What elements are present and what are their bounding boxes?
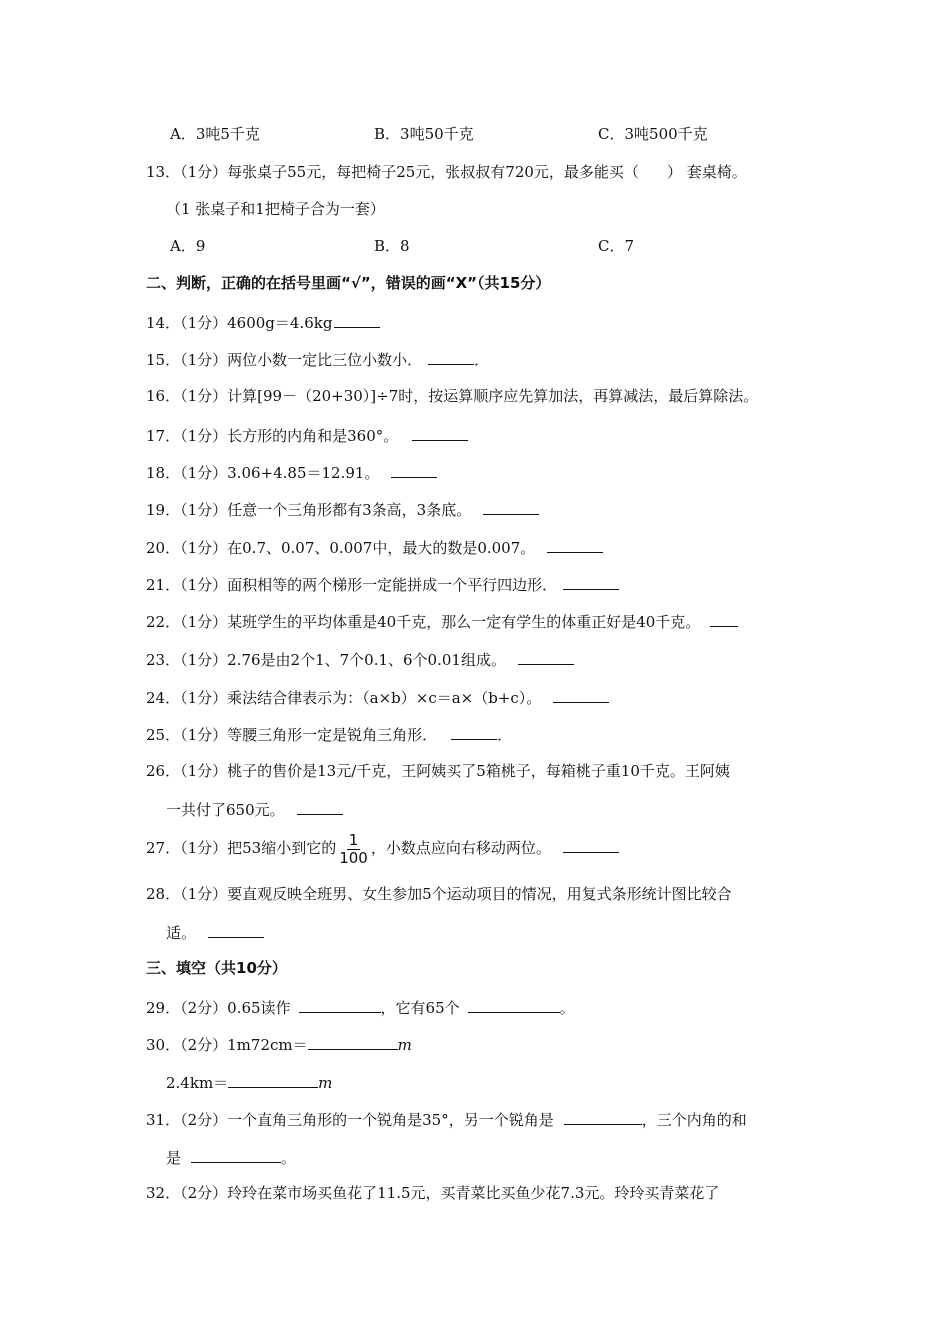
q23-answer-blank[interactable] — [518, 648, 574, 665]
q21 — [146, 573, 619, 595]
q14-text: 14．（1分）4600g＝4.6kg — [146, 314, 333, 332]
q13-note: （1 张桌子和1把椅子合为一套） — [166, 200, 385, 218]
q28-line-1: 28．（1分）要直观反映全班男、女生参加5个运动项目的情况，用复式条形统计图比较合 — [146, 885, 732, 903]
q29-text-b: ，它有65个 — [380, 999, 460, 1017]
q23-text: 23．（1分）2.76是由2个1、7个0.1、6个0.01组成。 — [146, 651, 506, 669]
q16-text: 16．（1分）计算[99－（20+30）]÷7时，按运算顺序应先算加法，再算减法，最后算除法。 — [146, 387, 759, 405]
q16 — [146, 386, 758, 406]
q24-answer-blank[interactable] — [553, 686, 609, 703]
q27-fraction — [337, 832, 370, 867]
q28-line-2 — [166, 921, 264, 943]
q23 — [146, 648, 574, 670]
q31-text-d: 。 — [281, 1149, 297, 1167]
q31-line-2 — [166, 1146, 296, 1168]
q15-answer-blank[interactable] — [428, 348, 474, 365]
q26-answer-blank[interactable] — [297, 798, 343, 815]
q27-text-a: 27．（1分）把53缩小到它的 — [146, 839, 337, 857]
q22-text: 22．（1分）某班学生的平均体重是40千克，那么一定有学生的体重正好是40千克。 — [146, 613, 701, 631]
q29-answer-blank-1[interactable] — [299, 996, 381, 1013]
q27-fraction-numerator: 1 — [348, 830, 359, 849]
q26-line-2 — [166, 798, 343, 820]
section-2-heading: 二、判断，正确的在括号里画“√”，错误的画“X”（共15分） — [146, 274, 551, 292]
q27-text-b: ，小数点应向右移动两位。 — [370, 839, 551, 857]
q19 — [146, 498, 539, 520]
q19-answer-blank[interactable] — [483, 498, 539, 515]
q13-text-b: ） 套桌椅。 — [666, 163, 747, 181]
q31-line-1 — [146, 1108, 747, 1130]
q30-unit-1: m — [397, 1036, 412, 1054]
q20-answer-blank[interactable] — [547, 536, 603, 553]
q13-option-b: B．8 — [374, 237, 410, 255]
q25-end: ． — [497, 726, 513, 744]
q27 — [146, 830, 619, 867]
q30-line-2 — [166, 1071, 332, 1093]
q30-unit-2: m — [318, 1074, 333, 1092]
q28-answer-blank[interactable] — [208, 921, 264, 938]
q31-answer-blank-2[interactable] — [191, 1146, 281, 1163]
q25 — [146, 723, 512, 745]
q30-answer-blank-2[interactable] — [228, 1071, 318, 1088]
q30-answer-blank-1[interactable] — [308, 1033, 398, 1050]
q20 — [146, 536, 603, 558]
q26-text: 一共付了650元。 — [166, 801, 285, 819]
q26-line-1: 26．（1分）桃子的售价是13元/千克，王阿姨买了5箱桃子，每箱桃子重10千克。王阿姨 — [146, 762, 730, 780]
q31-answer-blank-1[interactable] — [564, 1108, 642, 1125]
q18-answer-blank[interactable] — [391, 461, 437, 478]
q29-answer-blank-2[interactable] — [468, 996, 560, 1013]
q22 — [146, 610, 738, 632]
q21-answer-blank[interactable] — [563, 573, 619, 590]
q28-text: 适。 — [166, 924, 197, 942]
q25-text: 25．（1分）等腰三角形一定是锐角三角形． — [146, 726, 438, 744]
q22-answer-blank[interactable] — [710, 610, 738, 627]
q18 — [146, 461, 437, 483]
q29-text-c: 。 — [559, 999, 575, 1017]
q29-text-a: 29．（2分）0.65读作 — [146, 999, 291, 1017]
q27-fraction-denominator: 100 — [339, 848, 368, 867]
q13-option-a: A．9 — [170, 237, 206, 255]
q30-text-a: 30．（2分）1m72cm＝ — [146, 1036, 308, 1054]
q12-option-a: A．3吨5千克 — [170, 125, 260, 143]
q32: 32．（2分）玲玲在菜市场买鱼花了11.5元，买青菜比买鱼少花7.3元。玲玲买青菜花了 — [146, 1184, 720, 1202]
q18-text: 18．（1分）3.06+4.85＝12.91。 — [146, 464, 380, 482]
q19-text: 19．（1分）任意一个三角形都有3条高，3条底。 — [146, 501, 472, 519]
q13-text-a: 13．（1分）每张桌子55元，每把椅子25元，张叔叔有720元，最多能买（ — [146, 163, 639, 181]
q17-answer-blank[interactable] — [412, 424, 468, 441]
q29 — [146, 996, 575, 1018]
q15 — [146, 348, 489, 370]
q21-text: 21．（1分）面积相等的两个梯形一定能拼成一个平行四边形． — [146, 576, 558, 594]
q24-text: 24．（1分）乘法结合律表示为：（a×b）×c＝a×（b+c）。 — [146, 689, 542, 707]
q24 — [146, 686, 609, 708]
q17-text: 17．（1分）长方形的内角和是360°。 — [146, 427, 399, 445]
q14 — [146, 311, 380, 333]
q25-answer-blank[interactable] — [451, 723, 497, 740]
q17 — [146, 424, 468, 446]
q12-option-b: B．3吨50千克 — [374, 125, 474, 143]
q31-text-c: 是 — [166, 1149, 182, 1167]
q12-option-c: C．3吨500千克 — [598, 125, 708, 143]
q13-text — [146, 162, 747, 182]
q31-text-a: 31．（2分）一个直角三角形的一个锐角是35°，另一个锐角是 — [146, 1111, 554, 1129]
q30-text-b: 2.4km＝ — [166, 1074, 229, 1092]
q14-answer-blank[interactable] — [334, 311, 380, 328]
q31-text-b: ，三个内角的和 — [641, 1111, 747, 1129]
q15-end: ． — [474, 351, 490, 369]
q13-option-c: C．7 — [598, 237, 635, 255]
q20-text: 20．（1分）在0.7、0.07、0.007中，最大的数是0.007。 — [146, 539, 536, 557]
q15-text: 15．（1分）两位小数一定比三位小数小． — [146, 351, 423, 369]
q30-line-1 — [146, 1033, 412, 1055]
q27-answer-blank[interactable] — [563, 836, 619, 853]
section-3-heading: 三、填空（共10分） — [146, 959, 287, 977]
